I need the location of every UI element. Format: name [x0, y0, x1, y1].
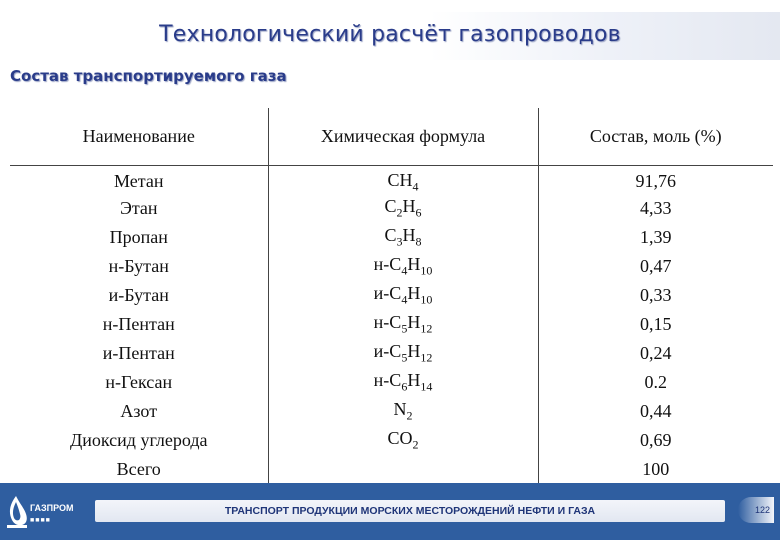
formula-element: CO	[387, 428, 413, 449]
formula-subscript: 3	[396, 234, 403, 249]
formula-subscript: 4	[401, 292, 408, 307]
cell-name: н-Гексан	[10, 368, 268, 397]
cell-composition: 0,24	[640, 343, 672, 364]
table-row	[10, 281, 773, 310]
table-row	[10, 310, 773, 339]
table-row	[10, 455, 773, 484]
header-formula: Химическая формула	[268, 108, 538, 165]
table-row	[10, 252, 773, 281]
slide-title: Технологический расчёт газопроводов	[159, 22, 621, 47]
cell-formula	[268, 194, 538, 223]
cell-formula	[268, 368, 538, 397]
formula-subscript: 2	[406, 408, 413, 423]
cell-name: Диоксид углерода	[10, 426, 268, 455]
formula-subscript: 4	[401, 263, 408, 278]
cell-name: Пропан	[10, 223, 268, 252]
formula-element: H	[402, 196, 416, 217]
formula-subscript: 5	[401, 350, 408, 365]
cell-composition: 0,69	[640, 430, 672, 451]
table-row	[10, 223, 773, 252]
formula-subscript: 2	[396, 205, 403, 220]
cell-formula	[268, 426, 538, 455]
cell-composition: 0,33	[640, 285, 672, 306]
cell-name: и-Пентан	[10, 339, 268, 368]
formula-subscript: 5	[401, 321, 408, 336]
cell-name: Азот	[10, 397, 268, 426]
formula-element: H	[407, 370, 421, 391]
logo-text: ГАЗПРОМ	[30, 503, 74, 513]
slide-subtitle: Состав транспортируемого газа	[10, 67, 287, 85]
formula-subscript: 4	[412, 179, 419, 194]
cell-formula	[268, 455, 538, 484]
cell-name: н-Пентан	[10, 310, 268, 339]
header-name: Наименование	[10, 108, 268, 165]
cell-composition: 4,33	[640, 198, 672, 219]
formula-element: H	[407, 283, 421, 304]
table-row	[10, 339, 773, 368]
table-row	[10, 397, 773, 426]
cell-formula	[268, 339, 538, 368]
formula-element: H	[402, 225, 416, 246]
formula-element: H	[407, 312, 421, 333]
cell-formula	[268, 310, 538, 339]
formula-subscript: 6	[401, 379, 408, 394]
cell-formula	[268, 223, 538, 252]
table-row	[10, 368, 773, 397]
formula-subscript: 2	[412, 437, 419, 452]
formula-subscript: 8	[415, 234, 422, 249]
formula-element: н-C	[373, 370, 402, 391]
formula-element: C	[384, 196, 397, 217]
formula-subscript: 12	[420, 350, 433, 365]
gazprom-logo	[4, 492, 74, 532]
cell-name: Всего	[10, 455, 268, 484]
table-row	[10, 194, 773, 223]
svg-text:■■■■: ■■■■	[30, 517, 51, 524]
formula-subscript: 12	[420, 321, 433, 336]
cell-composition: 91,76	[635, 171, 676, 192]
formula-element: и-C	[373, 283, 402, 304]
cell-formula	[268, 165, 538, 194]
cell-composition: 0,15	[640, 314, 672, 335]
formula-element: H	[407, 254, 421, 275]
cell-composition: 100	[642, 459, 670, 480]
cell-composition: 1,39	[640, 227, 672, 248]
footer-caption-band	[95, 500, 725, 522]
formula-element: C	[384, 225, 397, 246]
formula-element: н-C	[373, 312, 402, 333]
header-composition: Состав, моль (%)	[538, 108, 773, 165]
cell-formula	[268, 397, 538, 426]
table-header-row	[10, 108, 773, 165]
cell-composition: 0,44	[640, 401, 672, 422]
cell-composition: 0,47	[640, 256, 672, 277]
cell-composition: 0.2	[644, 372, 667, 393]
cell-name: Этан	[10, 194, 268, 223]
footer-caption: ТРАНСПОРТ ПРОДУКЦИИ МОРСКИХ МЕСТОРОЖДЕНИЙ НЕФТИ И ГАЗА	[224, 505, 596, 517]
formula-element: CH	[387, 169, 413, 190]
cell-formula	[268, 252, 538, 281]
formula-element: и-C	[373, 341, 402, 362]
cell-name: Метан	[10, 165, 268, 194]
table-row	[10, 165, 773, 194]
formula-element: N	[393, 399, 407, 420]
page-number: 122	[738, 497, 774, 523]
formula-subscript: 10	[420, 292, 433, 307]
formula-element: н-C	[373, 254, 402, 275]
cell-formula	[268, 281, 538, 310]
cell-name: и-Бутан	[10, 281, 268, 310]
formula-subscript: 14	[420, 379, 433, 394]
cell-name: н-Бутан	[10, 252, 268, 281]
gas-composition-table	[10, 108, 773, 484]
formula-subscript: 6	[415, 205, 422, 220]
formula-subscript: 10	[420, 263, 433, 278]
formula-element: H	[407, 341, 421, 362]
table-row	[10, 426, 773, 455]
